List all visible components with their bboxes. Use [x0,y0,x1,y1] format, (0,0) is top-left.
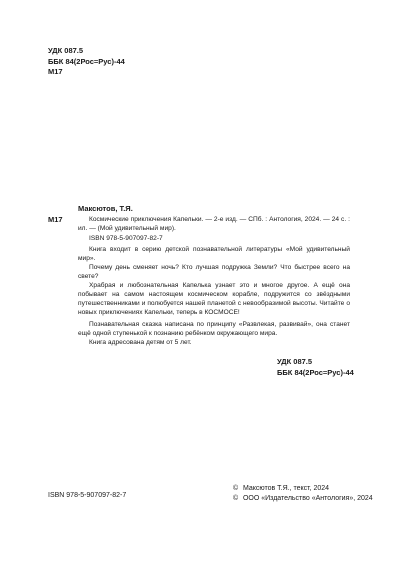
copyright-icon: © [233,495,239,502]
bbk-code: ББК 84(2Рос=Рус)-44 [48,56,125,66]
copyright-text: ООО «Издательство «Антология», 2024 [242,495,373,502]
footer-isbn: ISBN 978-5-907097-82-7 [48,492,127,499]
annotation-paragraph: Книга входит в серию детской познавательной литературы «Мой удивительный мир». [78,246,350,262]
copyright-line [233,494,373,504]
copyright-text: Максютов Т.Я., текст, 2024 [242,485,330,492]
annotation-paragraph: Храбрая и любознательная Капелька узнает это и многое другое. А ещё она побывает на самом настоящем космическом корабле, подружится со звёздными путешественниками и полюбуется нашей планетой с невообразимой высоты. Читайте о новых приключениях Капельки, теперь в КОСМОСЕ! [78,282,350,316]
annotation-paragraph: Почему день сменяет ночь? Кто лучшая подружка Земли? Что быстрее всего на свете? [78,264,350,280]
copyright-icon: © [233,485,239,492]
catalog-author: Максютов, Т.Я. [78,204,133,213]
classification-codes-bottom [277,357,354,378]
udk-code: УДК 087.5 [277,357,313,366]
copyright-block [233,484,373,504]
udk-code: УДК 087.5 [48,46,84,55]
classification-codes-top [48,46,125,78]
catalog-author-mark: М17 [48,215,63,224]
annotation-paragraph: Познавательная сказка написана по принципу «Развлекая, развивай», она станет ещё одной ступенькой к познанию ребёнком окружающего мира. [78,321,350,337]
author-mark: М17 [48,67,63,76]
catalog-description: Космические приключения Капельки. — 2-е изд. — СПб. : Антология, 2024. — 24 с. : ил. — (Мой удивительный мир). [78,216,350,232]
copyright-line [233,484,373,494]
catalog-isbn: ISBN 978-5-907097-82-7 [89,235,163,242]
bbk-code: ББК 84(2Рос=Рус)-44 [277,367,354,377]
annotation-paragraph: Книга адресована детям от 5 лет. [89,339,192,346]
